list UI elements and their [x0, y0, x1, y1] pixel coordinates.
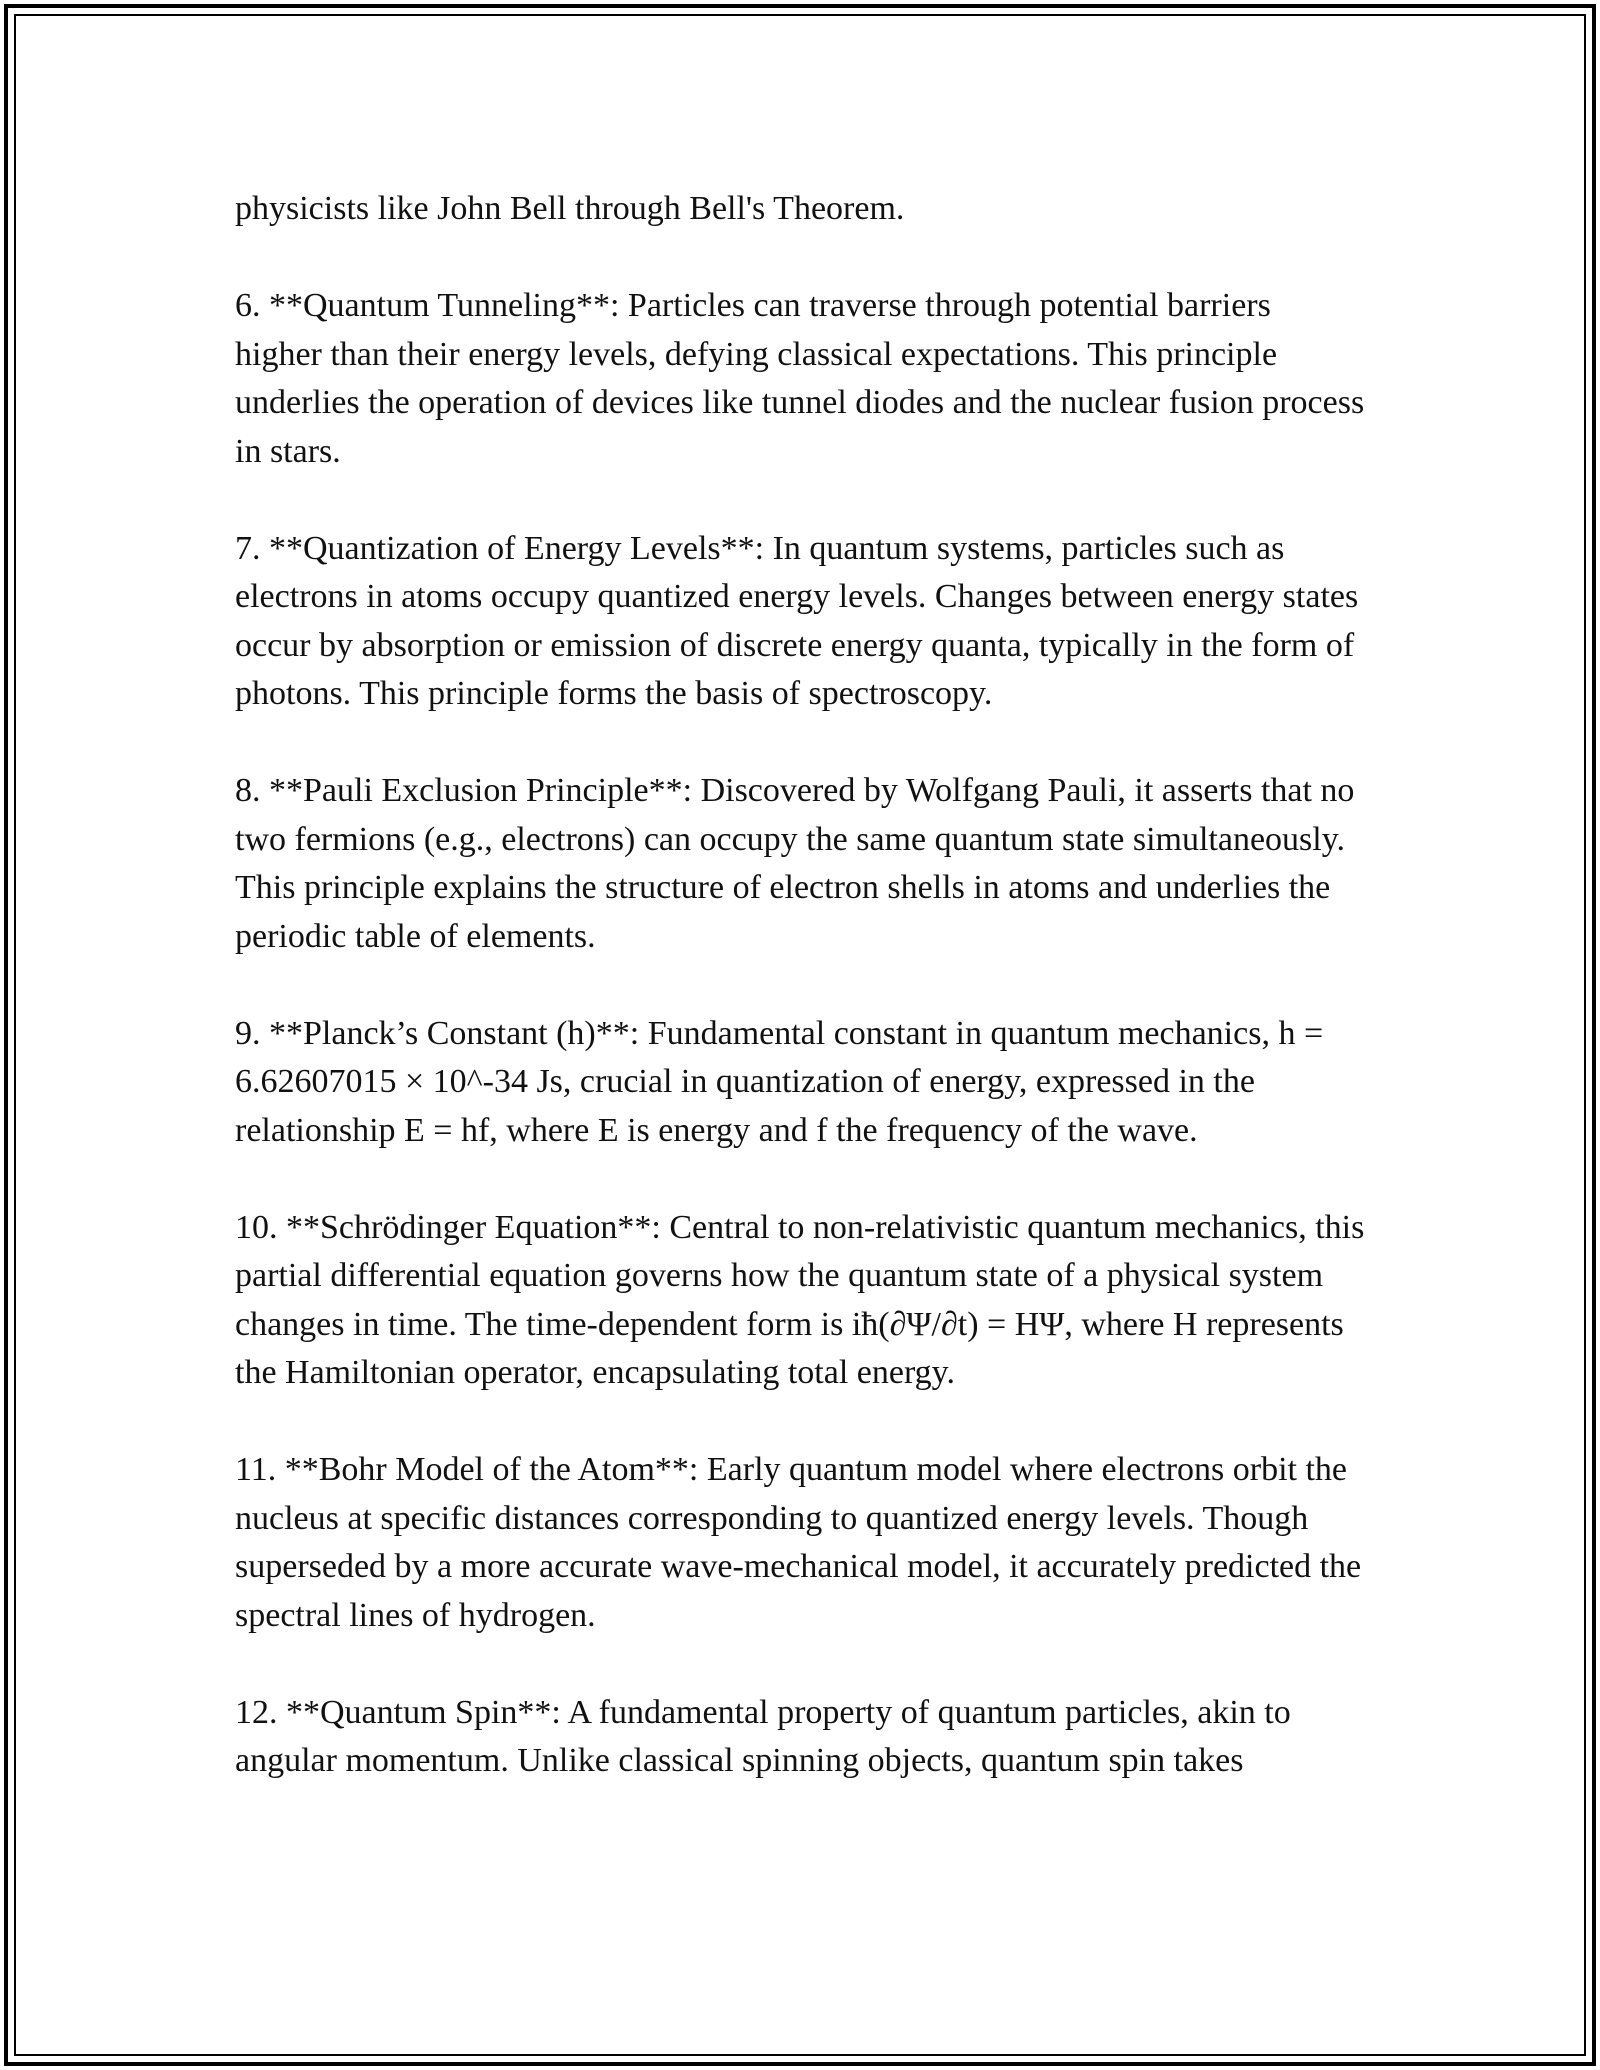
paragraph-pauli-exclusion: 8. **Pauli Exclusion Principle**: Discovered by Wolfgang Pauli, it asserts that no two fermions (e.g., electrons) can occupy the same quantum state simultaneously. This principle explains the structure of electron shells in atoms and underlies the periodic table of elements. — [235, 772, 1355, 955]
paragraph-bohr-model: 11. **Bohr Model of the Atom**: Early quantum model where electrons orbit the nucleus at specific distances corresponding to quantized energy levels. Though superseded by a more accurate wave-mechanical model, it accurately predicted the spectral lines of hydrogen. — [235, 1451, 1362, 1634]
paragraph-quantum-tunneling: 6. **Quantum Tunneling**: Particles can traverse through potential barriers higher than their energy levels, defying classical expectations. This principle underlies the operation of devices like tunnel diodes and the nuclear fusion process in stars. — [235, 287, 1365, 470]
paragraph-bells-theorem-continuation: physicists like John Bell through Bell's Theorem. — [235, 190, 905, 227]
paragraph-plancks-constant: 9. **Planck’s Constant (h)**: Fundamental constant in quantum mechanics, h = 6.62607015 × 10^-34 Js, crucial in quantization of energy, expressed in the relationship E = hf, where E is energy and f the frequency of the wave. — [235, 1014, 1324, 1149]
paragraph-quantum-spin: 12. **Quantum Spin**: A fundamental property of quantum particles, akin to angular momentum. Unlike classical spinning objects, quantum spin takes — [235, 1693, 1291, 1779]
paragraph-quantization-energy-levels: 7. **Quantization of Energy Levels**: In quantum systems, particles such as electrons in atoms occupy quantized energy levels. Changes between energy states occur by absorption or emission of discrete energy quanta, typically in the form of photons. This principle forms the basis of spectroscopy. — [235, 529, 1359, 712]
document-body — [235, 185, 1365, 1834]
paragraph-schrodinger-equation: 10. **Schrödinger Equation**: Central to non-relativistic quantum mechanics, this partial differential equation governs how the quantum state of a physical system changes in time. The time-dependent form is iħ(∂Ψ/∂t) = HΨ, where H represents the Hamiltonian operator, encapsulating total energy. — [235, 1208, 1365, 1391]
